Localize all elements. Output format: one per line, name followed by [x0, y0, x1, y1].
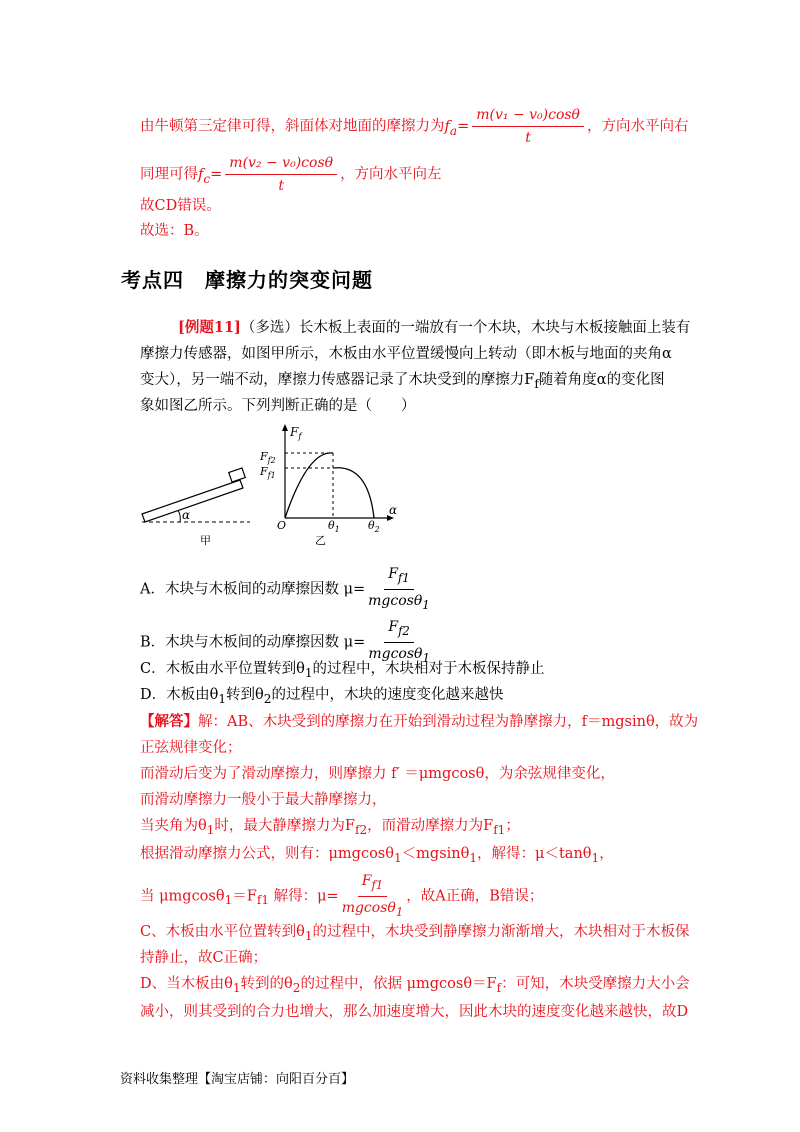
- fc-fraction: $\frac{\text{m(v₂ − v₀)cosθ}}{t}$: [225, 154, 337, 195]
- answer-line-7: 当 $\mu mgcos\theta_1=F_{f1}$ 解得：μ= $\frac{F_{f1}}{mgcos\theta_1}$ ，故A正确，B错误；: [140, 873, 544, 919]
- label-jia: 甲: [200, 534, 211, 547]
- example-line-3: 变大），另一端不动，摩擦力传感器记录了木块受到的摩擦力$F_f$随着角度α的变化图: [140, 372, 665, 391]
- example-line-4: 象如图乙所示。下列判断正确的是（ ）: [140, 398, 416, 414]
- top-line-2-text: 同理可得: [140, 166, 198, 183]
- answer-line-4: 而滑动摩擦力一般小于最大静摩擦力，: [140, 792, 387, 808]
- top-line-4: 故选：B。: [140, 223, 209, 239]
- y-axis-label: $F_f$: [290, 425, 302, 441]
- answer-line-3: 而滑动后变为了滑动摩擦力，则摩擦力 f′ ＝μmgcosθ，为余弦规律变化，: [140, 766, 615, 782]
- figure-yi: [259, 424, 397, 547]
- angle-label: α: [182, 508, 191, 522]
- answer-line-5: 当夹角为$\theta_1$时，最大静摩擦力为$F_{f2}$，而滑动摩擦力为$F_{f1}$；: [140, 818, 520, 837]
- answer-line-9: 持静止，故C正确；: [140, 950, 268, 966]
- answer-fraction: $\frac{F_{f1}}{mgcos\theta_1}$: [341, 873, 404, 919]
- example-line-1-text: （多选）长木板上表面的一端放有一个木块，木块与木板接触面上装有: [240, 320, 691, 336]
- answer-line-2: 正弦规律变化；: [140, 740, 242, 756]
- option-a[interactable]: A．木块与木板间的动摩擦因数 μ= $\frac{F_{f1}}{mgcos\theta_1}$: [140, 566, 430, 612]
- top-line-2-direction: ，方向水平向左: [340, 166, 442, 183]
- top-line-1-direction: ，方向水平向右: [587, 118, 689, 135]
- board: [142, 480, 243, 522]
- top-line-1: [140, 106, 689, 147]
- top-line-3: 故CD错误。: [140, 198, 221, 214]
- figure: [140, 422, 400, 552]
- block: [229, 468, 245, 482]
- top-line-1-text: 由牛顿第三定律可得，斜面体对地面的摩擦力为: [140, 118, 445, 135]
- answer-line-8: C、木板由水平位置转到$\theta_1$的过程中，木块受到静摩擦力渐渐增大，木块相对于木板保: [140, 924, 690, 943]
- theta1-label: $\theta_1$: [328, 519, 340, 534]
- option-d[interactable]: D．木板由$\theta_1$转到$\theta_2$的过程中，木块的速度变化越来越快: [140, 687, 504, 706]
- x-axis-label: α: [389, 503, 398, 517]
- fc-symbol: $f_c$: [198, 166, 211, 186]
- option-b[interactable]: B．木块与木板间的动摩擦因数 μ= $\frac{F_{f2}}{mgcos\theta_1}$: [140, 619, 430, 665]
- example-line-2: 摩擦力传感器，如图甲所示，木板由水平位置缓慢向上转动（即木板与地面的夹角α: [140, 346, 672, 362]
- example-line-1: [178, 318, 690, 338]
- equals: =: [457, 118, 470, 135]
- angle-arc: [178, 510, 180, 522]
- figure-jia: [142, 468, 250, 547]
- answer-line-6: 根据滑动摩擦力公式，则有：μmgcosθ$_1$＜mgsinθ$_1$，解得：μ＜tanθ$_1$，: [140, 846, 614, 865]
- answer-tag: 【解答】: [140, 713, 198, 730]
- ff1-label: $F_{f1}$: [260, 465, 276, 480]
- origin-label: O: [277, 519, 287, 532]
- static-curve: [285, 453, 333, 518]
- section-heading: 考点四 摩擦力的突变问题: [121, 268, 373, 292]
- example-tag: [例题11]: [178, 319, 241, 336]
- option-c[interactable]: C．木板由水平位置转到$\theta_1$的过程中，木块相对于木板保持静止: [140, 661, 545, 680]
- label-yi: 乙: [315, 534, 326, 547]
- answer-line-1: 【解答】解：AB、木块受到的摩擦力在开始到滑动过程为静摩擦力，f＝mgsinθ，故为: [140, 713, 699, 730]
- equals: =: [210, 166, 223, 183]
- theta2-label: $\theta_2$: [368, 519, 380, 534]
- ff2-label: $F_{f2}$: [260, 450, 276, 465]
- answer-line-11: 减小，则其受到的合力也增大，那么加速度增大，因此木块的速度变化越来越快，故D: [140, 1004, 689, 1020]
- answer-line-10: D、当木板由$\theta_1$转到的$\theta_2$的过程中，依据 $\mu mgcos\theta=F_f$：可知，木块受摩擦力大小会: [140, 976, 690, 995]
- option-a-fraction: $\frac{F_{f1}}{mgcos\theta_1}$: [368, 566, 430, 612]
- fa-symbol: $f_a$: [444, 118, 458, 138]
- option-b-fraction: $\frac{F_{f2}}{mgcos\theta_1}$: [368, 619, 430, 665]
- fa-fraction: $\frac{\text{m(v₁ − v₀)cosθ}}{t}$: [472, 106, 584, 147]
- kinetic-curve: [333, 468, 374, 518]
- footer-source: 资料收集整理【淘宝店铺：向阳百分百】: [120, 1072, 355, 1087]
- top-line-2: [140, 154, 442, 195]
